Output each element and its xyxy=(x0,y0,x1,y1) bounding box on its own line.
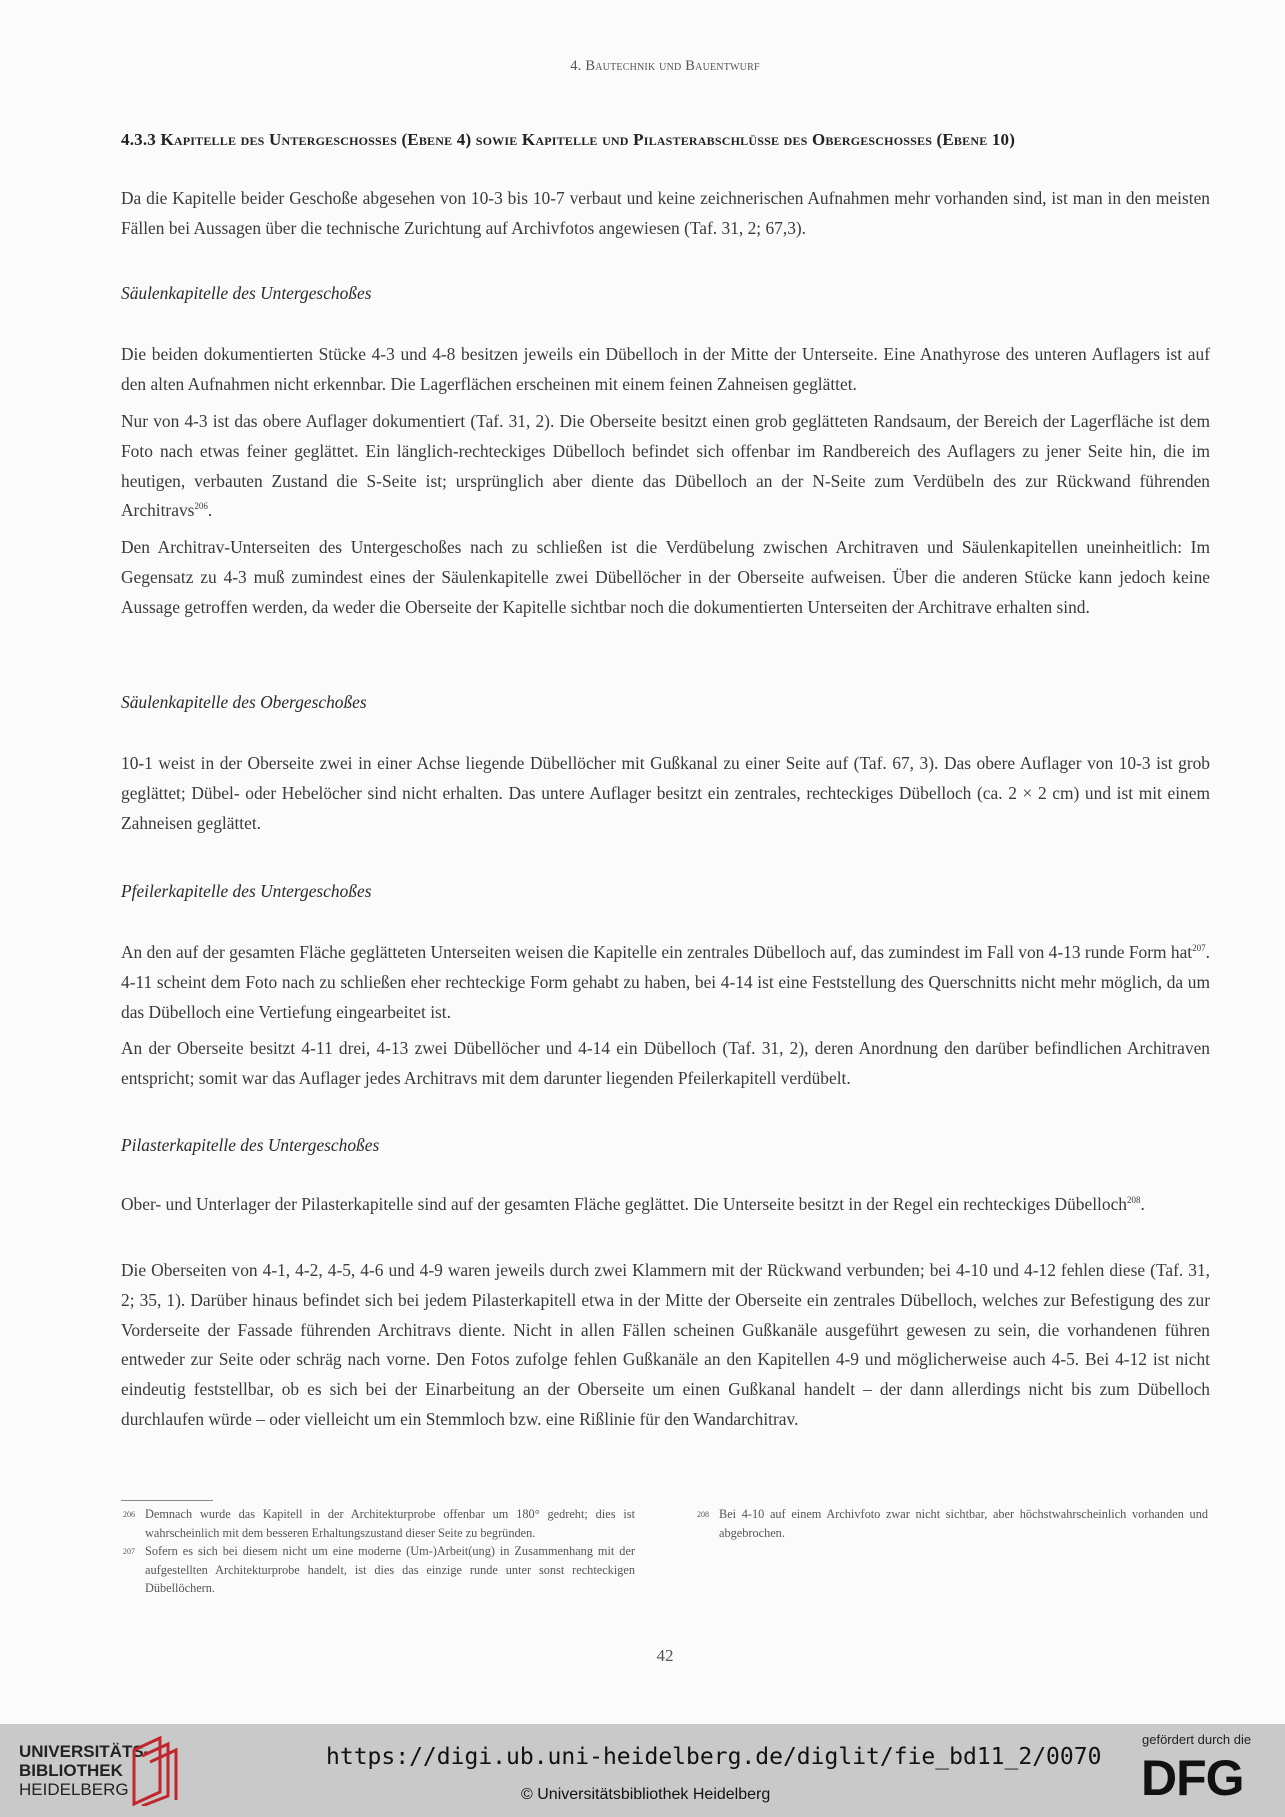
footnote-number: 207 xyxy=(123,1547,135,1556)
footnote-number: 206 xyxy=(123,1510,135,1519)
footnote-208 xyxy=(697,1505,1208,1542)
library-name-line1: UNIVERSITÄTS- xyxy=(19,1742,150,1761)
footnote-text: Sofern es sich bei diesem nicht um eine moderne (Um-)Arbeit(ung) in Zusammenhang mit der aufgestellten Architekturprobe handelt, ist dies das einzige runde unter sonst rechteckigen Dübellöchern. xyxy=(145,1544,635,1595)
footnote-rule xyxy=(121,1500,213,1501)
subheading-pilasterkapitelle-ug: Pilasterkapitelle des Untergeschoßes xyxy=(121,1135,380,1155)
paragraph-7: Ober- und Unterlager der Pilasterkapitelle sind auf der gesamten Fläche geglättet. Die Unterseite besitzt in der Regel ein rechteckiges Dübelloch$^{208}$. xyxy=(121,1194,1145,1214)
footnote-207 xyxy=(123,1542,635,1598)
paragraph-1: Die beiden dokumentierten Stücke 4-3 und 4-8 besitzen jeweils ein Dübelloch in der Mitte der Unterseite. Eine Anathyrose des unteren Auflagers ist auf den alten Aufnahmen nicht erkennbar. Die Lagerflächen erscheinen mit einem feinen Zahneisen geglättet. xyxy=(121,344,1210,394)
running-head-text: 4. Bautechnik und Bauentwurf xyxy=(570,58,760,74)
footer-bar xyxy=(0,1724,1285,1817)
library-name-line2: BIBLIOTHEK xyxy=(19,1761,123,1780)
paragraph-5 xyxy=(121,938,1210,1027)
library-name-line3: HEIDELBERG xyxy=(19,1780,129,1799)
paragraph-8: Die Oberseiten von 4-1, 4-2, 4-5, 4-6 und 4-9 waren jeweils durch zwei Klammern mit der Rückwand verbunden; bei 4-10 und 4-12 fehlen diese (Taf. 31, 2; 35, 1). Darüber hinaus befindet sich bei jedem Pilasterkapitell etwa in der Mitte der Oberseite ein zentrales Dübelloch, welches zur Befestigung des zur Vorderseite der Fassade führenden Architravs diente. Nicht in allen Fällen scheinen Gußkanäle ausgeführt gewesen zu sein, die vorhandenen führen entweder zur Seite oder schräg nach vorne. Den Fotos zufolge fehlen Gußkanäle an den Kapitellen 4-9 und möglicherweise auch 4-5. Bei 4-12 ist nicht eindeutig feststellbar, ob es sich bei der Einarbeitung an der Oberseite um einen Gußkanal handelt – der dann allerdings nicht bis zum Dübelloch durchlaufen würde – oder vielleicht um ein Stemmloch bzw. eine Rißlinie für den Wandarchitrav. xyxy=(121,1260,1210,1429)
footnote-ref-206[interactable]: 206 xyxy=(194,501,208,512)
dfg-logo: DFG xyxy=(1141,1750,1244,1806)
copyright-text: © Universitätsbibliothek Heidelberg xyxy=(521,1786,771,1803)
running-head xyxy=(0,58,1285,75)
paragraph-4: 10-1 weist in der Oberseite zwei in einer Achse liegende Dübellöcher mit Gußkanal zu einer Seite auf (Taf. 67, 3). Das obere Auflager von 10-3 ist grob geglättet; Dübel- oder Hebelöcher sind nicht erhalten. Das untere Auflager besitzt ein zentrales, rechteckiges Dübelloch (ca. 2 × 2 cm) und ist mit einem Zahneisen geglättet. xyxy=(121,753,1210,833)
footnote-ref-207[interactable]: 207 xyxy=(1192,943,1206,954)
paragraph-5-text-a: An den auf der gesamten Fläche geglätteten Unterseiten weisen die Kapitelle ein zentrales Dübelloch auf, das zumindest im Fall von 4-13 runde Form hat xyxy=(121,942,1193,962)
paragraph-3: Den Architrav-Unterseiten des Untergeschoßes nach zu schließen ist die Verdübelung zwischen Architraven und Säulenkapitellen uneinheitlich: Im Gegensatz zu 4-3 muß zumindest eines der Säulenkapitelle zwei Dübellöcher in der Oberseite aufweisen. Über die anderen Stücke kann jedoch keine Aussage getroffen werden, da weder die Oberseite der Kapitelle sichtbar noch die dokumentierten Unterseiten der Architrave erhalten sind. xyxy=(121,537,1210,617)
paragraph-2: Nur von 4-3 ist das obere Auflager dokumentiert (Taf. 31, 2). Die Oberseite besitzt einen grob geglätteten Randsaum, der Bereich der Lagerfläche ist dem Foto nach etwas feiner geglättet. Ein länglich-rechteckiges Dübelloch befindet sich offenbar im Randbereich des Auflagers zu jener Seite hin, die im heutigen, verbauten Zustand die S-Seite ist; ursprünglich aber diente das Dübelloch an der N-Seite zum Verdübeln des zur Rückwand führenden Architravs$^{206}$. xyxy=(121,411,1210,521)
section-title: 4.3.3 Kapitelle des Untergeschosses (Ebene 4) sowie Kapitelle und Pilasterabschlüsse des Obergeschosses (Ebene 10) xyxy=(121,130,1016,149)
subheading-pfeilerkapitelle-ug: Pfeilerkapitelle des Untergeschoßes xyxy=(121,881,372,901)
paragraph-2-text: Nur von 4-3 ist das obere Auflager dokumentiert (Taf. 31, 2). Die Oberseite besitzt einen grob geglätteten Randsaum, der Bereich der Lagerfläche ist dem Foto nach etwas feiner geglättet. Ein länglich-rechteckiges Dübelloch befindet sich offenbar im Randbereich des Auflagers zu jener Seite hin, die im heutigen, verbauten Zustand die S-Seite ist; ursprünglich aber diente das Dübelloch an der N-Seite zum Verdübeln des zur Rückwand führenden Architravs xyxy=(121,411,1210,521)
paragraph-7-text: Ober- und Unterlager der Pilasterkapitelle sind auf der gesamten Fläche geglättet. Die Unterseite besitzt in der Regel ein rechteckiges Dübelloch xyxy=(121,1194,1127,1214)
footnote-206 xyxy=(123,1505,635,1542)
page-number: 42 xyxy=(656,1646,674,1665)
intro-paragraph: Da die Kapitelle beider Geschoße abgesehen von 10-3 bis 10-7 verbaut und keine zeichnerischen Aufnahmen mehr vorhanden sind, ist man in den meisten Fällen bei Aussagen über die technische Zurichtung auf Archivfotos angewiesen (Taf. 31, 2; 67,3). xyxy=(121,188,1210,238)
source-url-link[interactable]: https://digi.ub.uni-heidelberg.de/diglit/fie_bd11_2/0070 xyxy=(326,1744,1102,1770)
subheading-saeulenkapitelle-og: Säulenkapitelle des Obergeschoßes xyxy=(121,692,367,712)
subheading-saeulenkapitelle-ug: Säulenkapitelle des Untergeschoßes xyxy=(121,283,372,303)
library-logo-icon xyxy=(130,1736,180,1806)
funding-label: gefördert durch die xyxy=(1142,1732,1252,1747)
paragraph-5-text-b: . 4-11 scheint dem Foto nach zu schließen eher rechteckige Form gehabt zu haben, bei 4-14 ist eine Feststellung des Querschnitts nicht mehr möglich, da um das Dübelloch eine Vertiefung eingearbeitet ist. xyxy=(121,942,1210,1022)
footnote-ref-208[interactable]: 208 xyxy=(1127,1195,1141,1206)
footnote-text: Demnach wurde das Kapitell in der Architekturprobe offenbar um 180° gedreht; dies ist wahrscheinlich mit dem besseren Erhaltungszustand dieser Seite zu begründen. xyxy=(145,1507,635,1540)
paragraph-6: An der Oberseite besitzt 4-11 drei, 4-13 zwei Dübellöcher und 4-14 ein Dübelloch (Taf. 31, 2), deren Anordnung den darüber befindlichen Architraven entspricht; somit war das Auflager jedes Architravs mit dem darunter liegenden Pfeilerkapitell verdübelt. xyxy=(121,1038,1210,1088)
footnote-number: 208 xyxy=(697,1510,709,1519)
footnote-text: Bei 4-10 auf einem Archivfoto zwar nicht sichtbar, aber höchstwahrscheinlich vorhanden und abgebrochen. xyxy=(719,1507,1208,1540)
